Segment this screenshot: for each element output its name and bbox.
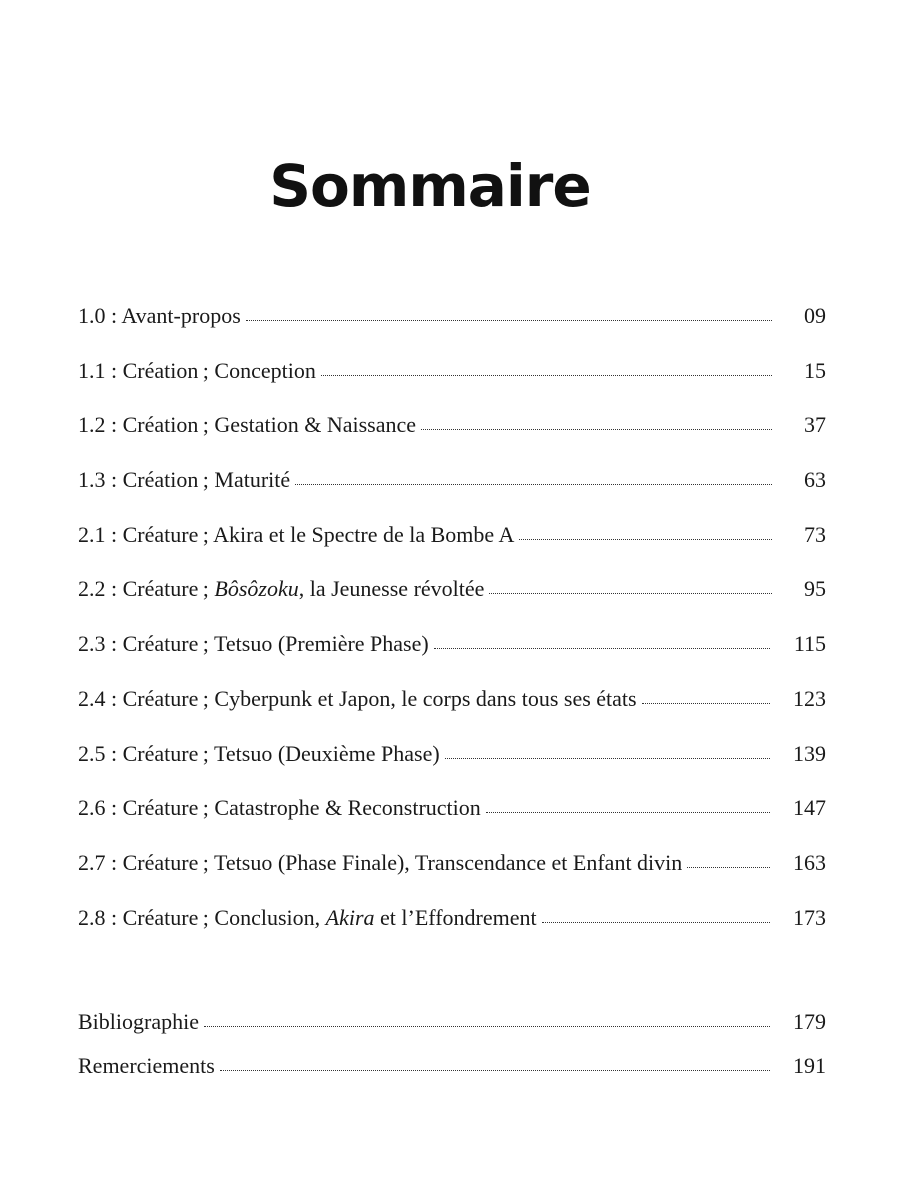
dot-leader: [421, 429, 772, 430]
toc-entry-label: 2.8 : Créature ; Conclusion, Akira et l’Effondrement: [78, 904, 537, 930]
page-number: 147: [793, 795, 826, 821]
section-topic: Tetsuo (Deuxième Phase): [213, 740, 440, 766]
section-number: 1.0: [78, 303, 106, 328]
toc-entry-2-5[interactable]: [78, 741, 826, 796]
page-number: 179: [793, 1009, 826, 1035]
section-number: 2.3: [78, 631, 106, 657]
page-number: 191: [793, 1053, 826, 1079]
page-number: 09: [804, 303, 826, 328]
section-topic: Avant-propos: [121, 303, 241, 328]
table-of-contents: [78, 303, 826, 1097]
section-number: 1.1: [78, 357, 106, 383]
part-name: Créature: [122, 685, 199, 711]
section-number: 2.7: [78, 849, 106, 875]
part-name: Créature: [122, 849, 199, 875]
toc-entry-label: 1.1 : Création ; Conception: [78, 357, 316, 383]
part-name: Création: [122, 412, 199, 438]
part-name: Créature: [122, 631, 199, 657]
section-topic: , la Jeunesse révoltée: [298, 576, 485, 602]
section-number: 2.5: [78, 740, 106, 766]
toc-entry-label: 2.3 : Créature ; Tetsuo (Première Phase): [78, 631, 429, 657]
toc-entry-label: 2.4 : Créature ; Cyberpunk et Japon, le corps dans tous ses états: [78, 685, 637, 711]
section-number: 2.6: [78, 795, 106, 821]
toc-entry-2-7[interactable]: [78, 850, 826, 905]
dot-leader: [542, 922, 770, 923]
toc-entry-2-1[interactable]: [78, 522, 826, 577]
section-number: 2.4: [78, 685, 106, 711]
toc-entry-bibliographie[interactable]: [78, 1009, 826, 1053]
page-number: 173: [793, 904, 826, 930]
section-spacer: [78, 959, 826, 1009]
dot-leader: [434, 648, 770, 649]
toc-entry-label: 2.2 : Créature ; Bôsôzoku, la Jeunesse révoltée: [78, 576, 485, 602]
part-name: Créature: [122, 576, 199, 602]
page-number: 115: [793, 631, 826, 657]
page-number: 37: [804, 412, 826, 438]
section-topic: Conception: [214, 357, 316, 383]
toc-entry-1-1[interactable]: [78, 358, 826, 413]
toc-entry-2-6[interactable]: [78, 795, 826, 850]
section-number: 2.1: [78, 521, 106, 547]
section-topic: Tetsuo (Phase Finale), Transcendance et Enfant divin: [213, 849, 683, 875]
page-number: 95: [804, 576, 826, 602]
part-name: Création: [122, 357, 199, 383]
dot-leader: [445, 758, 770, 759]
section-topic: Conclusion,: [214, 904, 326, 930]
toc-entry-label: 1.2 : Création ; Gestation & Naissance: [78, 412, 417, 438]
part-name: Créature: [122, 904, 199, 930]
page-number: 15: [804, 357, 826, 383]
section-number: 1.2: [78, 412, 106, 438]
section-topic: Akira et le Spectre de la Bombe A: [213, 521, 515, 547]
dot-leader: [220, 1070, 770, 1071]
toc-entry-1-0[interactable]: [78, 303, 826, 358]
section-number: 2.2: [78, 576, 106, 602]
dot-leader: [321, 375, 772, 376]
section-topic: Gestation & Naissance: [214, 412, 417, 438]
toc-entry-label: 1.0 : Avant-propos: [78, 303, 241, 328]
toc-entry-1-2[interactable]: [78, 412, 826, 467]
dot-leader: [246, 320, 772, 321]
toc-entry-label: Bibliographie: [78, 1009, 199, 1035]
section-topic: Tetsuo (Première Phase): [213, 631, 429, 657]
toc-entry-label: 2.7 : Créature ; Tetsuo (Phase Finale), Transcendance et Enfant divin: [78, 849, 683, 875]
section-number: 2.8: [78, 904, 106, 930]
toc-entry-label: 2.6 : Créature ; Catastrophe & Reconstruction: [78, 795, 481, 821]
dot-leader: [295, 484, 772, 485]
toc-entry-label: Remerciements: [78, 1053, 215, 1079]
dot-leader: [489, 593, 772, 594]
toc-entry-label: 1.3 : Création ; Maturité: [78, 467, 291, 493]
toc-entry-remerciements[interactable]: [78, 1053, 826, 1097]
page-number: 63: [804, 467, 826, 493]
dot-leader: [486, 812, 770, 813]
page-number: 139: [793, 740, 826, 766]
toc-entry-2-2[interactable]: [78, 576, 826, 631]
part-name: Créature: [122, 521, 199, 547]
page-title: Sommaire: [269, 151, 591, 220]
section-topic-italic: Bôsôzoku: [214, 576, 299, 602]
toc-entry-2-8[interactable]: [78, 905, 826, 960]
part-name: Créature: [122, 795, 199, 821]
section-number: 1.3: [78, 467, 106, 493]
toc-entry-1-3[interactable]: [78, 467, 826, 522]
page-number: 123: [793, 685, 826, 711]
section-topic-italic: Akira: [325, 904, 375, 930]
part-name: Création: [122, 467, 199, 493]
section-topic-suffix: et l’Effondrement: [374, 904, 537, 930]
toc-entry-label: 2.5 : Créature ; Tetsuo (Deuxième Phase): [78, 740, 440, 766]
section-topic: Cyberpunk et Japon, le corps dans tous ses états: [214, 685, 637, 711]
dot-leader: [642, 703, 770, 704]
toc-entry-2-4[interactable]: [78, 686, 826, 741]
part-name: Créature: [122, 740, 199, 766]
section-topic: Maturité: [214, 467, 291, 493]
dot-leader: [204, 1026, 770, 1027]
toc-entry-2-3[interactable]: [78, 631, 826, 686]
dot-leader: [687, 867, 770, 868]
page-number: 163: [793, 849, 826, 875]
dot-leader: [519, 539, 772, 540]
section-topic: Catastrophe & Reconstruction: [214, 795, 481, 821]
toc-entry-label: 2.1 : Créature ; Akira et le Spectre de la Bombe A: [78, 521, 515, 547]
page-number: 73: [804, 521, 826, 547]
